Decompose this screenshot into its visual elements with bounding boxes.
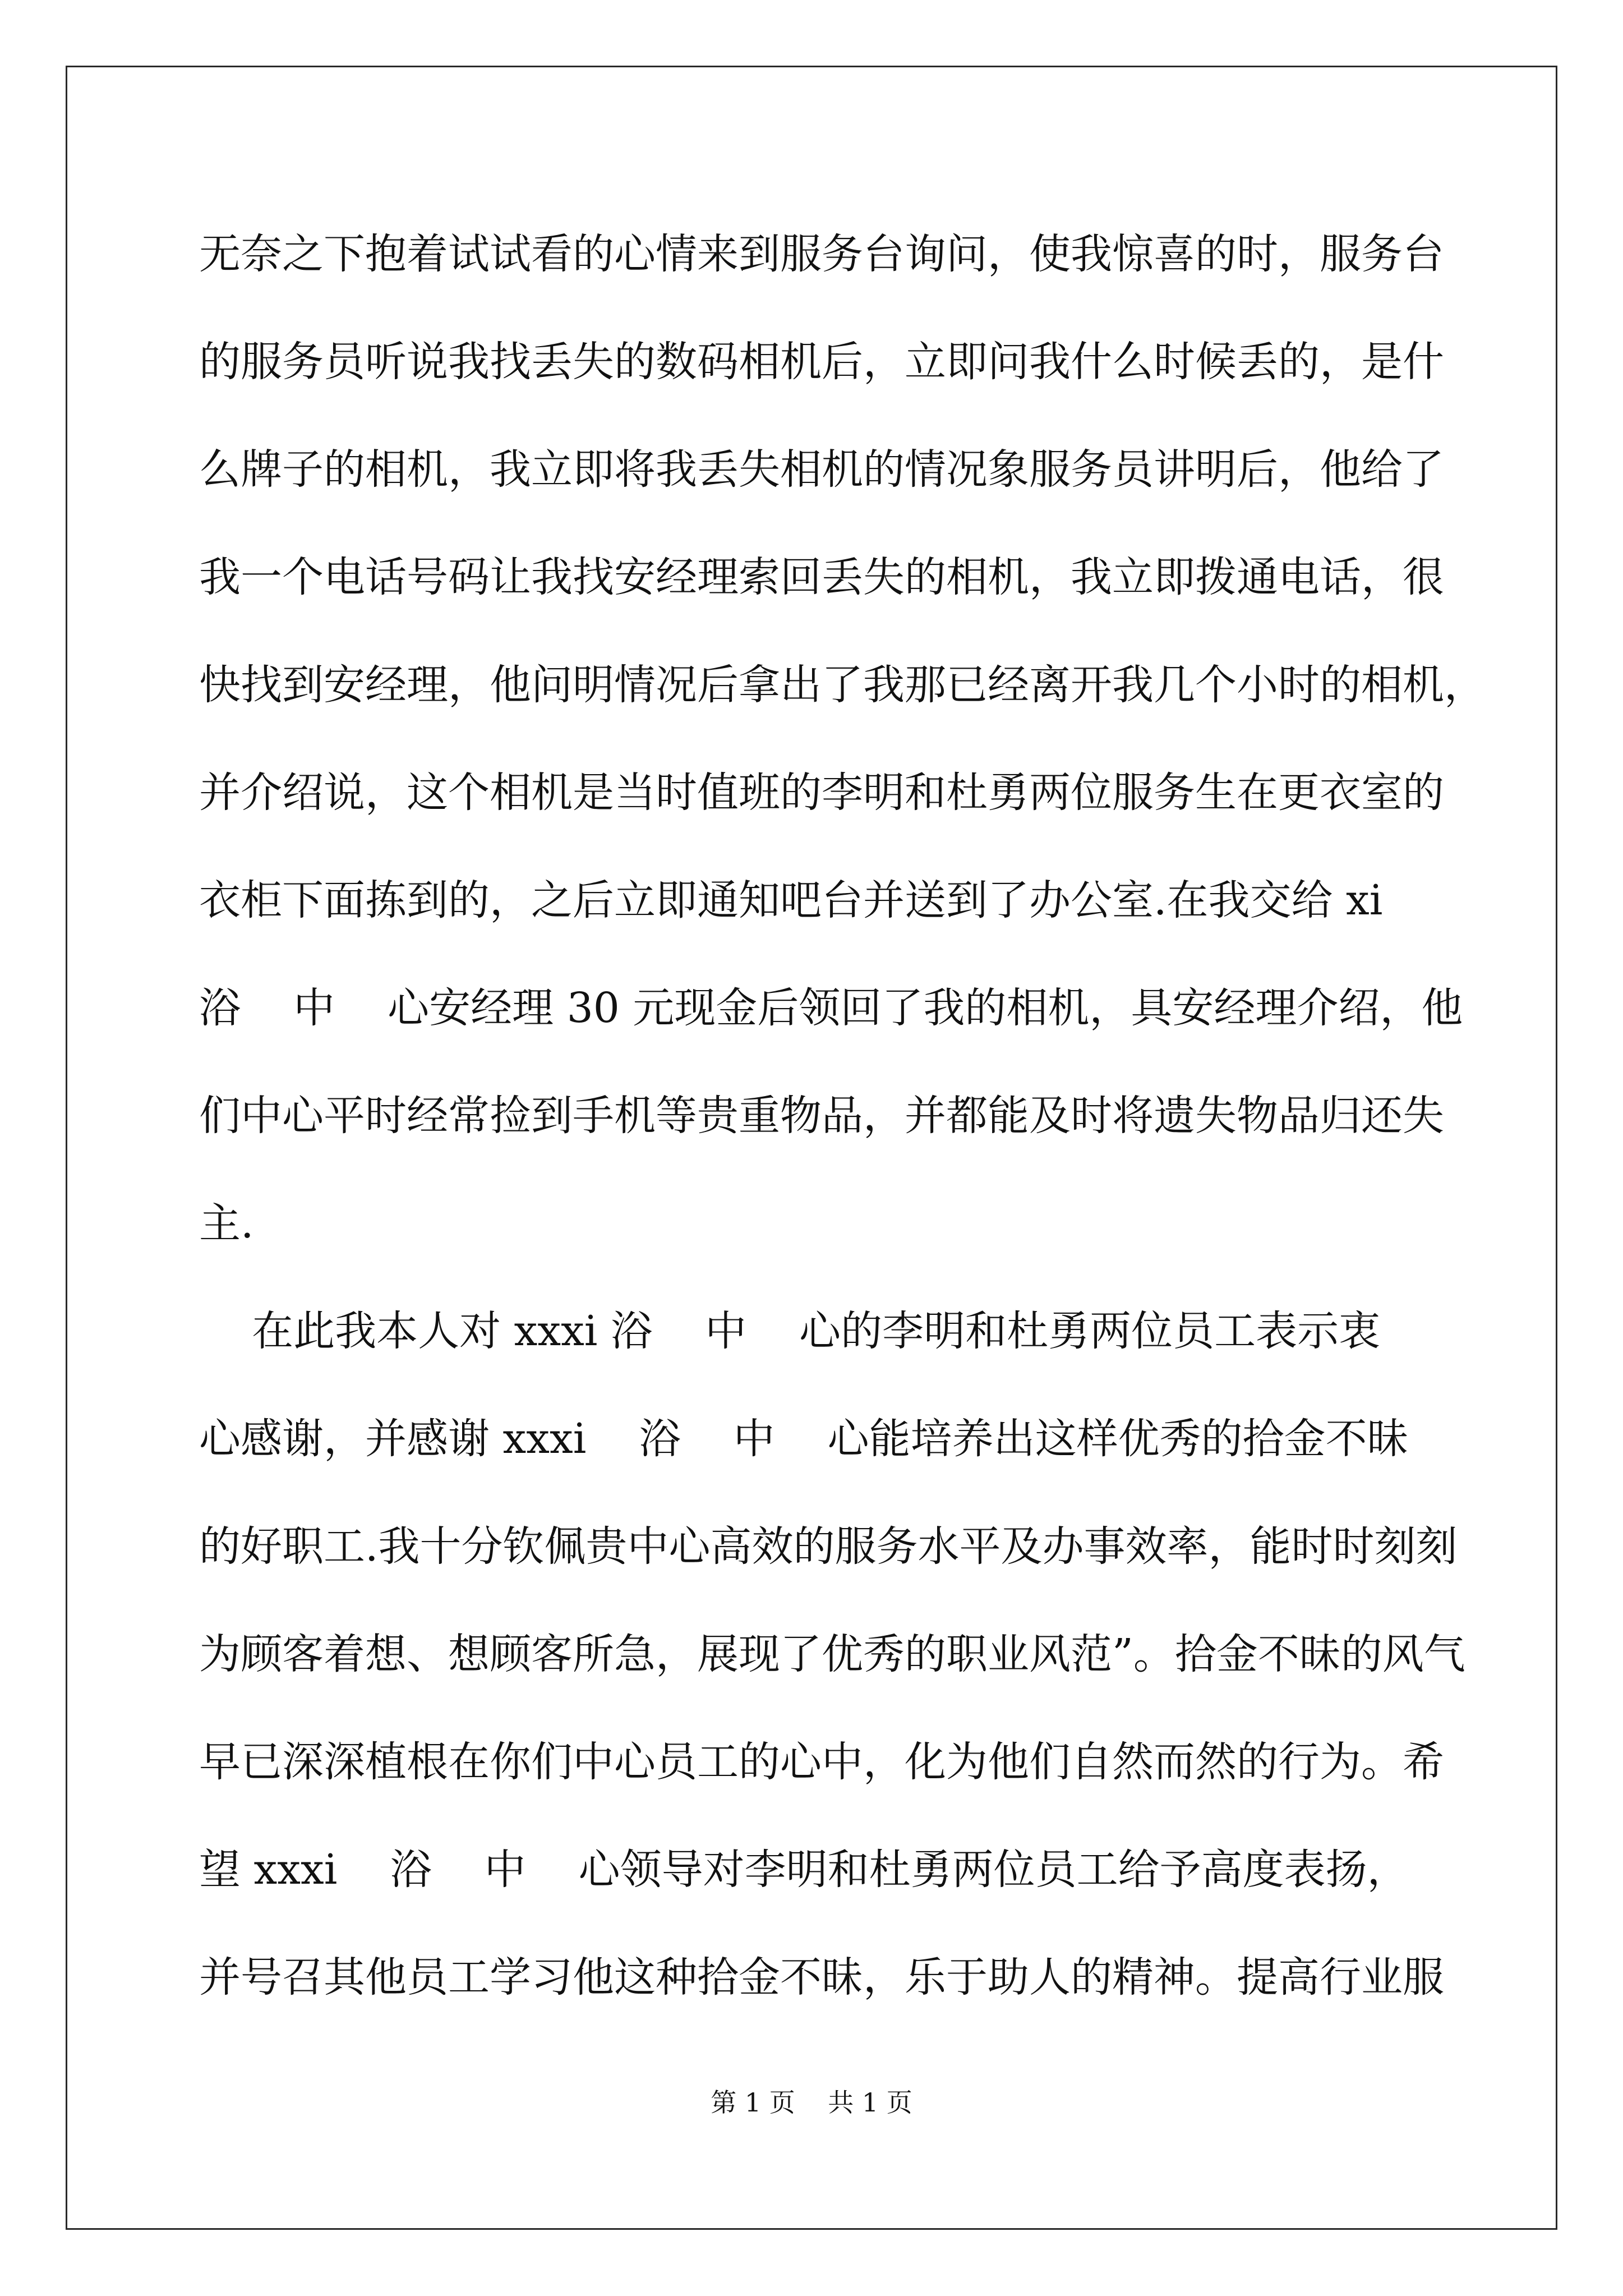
text-line: 为顾客着想、想顾客所急，展现了优秀的职业风范”。拾金不昧的风气 xyxy=(199,1630,1465,1678)
text-line: 浴 中 心安经理 30 元现金后领回了我的相机，具安经理介绍，他 xyxy=(199,984,1463,1032)
text-line: 的好职工.我十分钦佩贵中心高效的服务水平及办事效率，能时时刻刻 xyxy=(199,1522,1458,1571)
text-line: 并介绍说，这个相机是当时值班的李明和杜勇两位服务生在更衣室的 xyxy=(199,769,1444,817)
text-line: 衣柜下面拣到的，之后立即通知吧台并送到了办公室.在我交给 xi xyxy=(199,876,1383,924)
text-line: 快找到安经理，他问明情况后拿出了我那已经离开我几个小时的相机， xyxy=(199,661,1486,709)
text-line: 早已深深植根在你们中心员工的心中，化为他们自然而然的行为。希 xyxy=(199,1738,1444,1786)
text-line: 并号召其他员工学习他这种拾金不昧，乐于助人的精神。提高行业服 xyxy=(199,1953,1444,2001)
text-line: 么牌子的相机，我立即将我丢失相机的情况象服务员讲明后，他给了 xyxy=(199,445,1444,494)
text-line: 的服务员听说我找丢失的数码相机后，立即问我什么时候丢的，是什 xyxy=(199,338,1444,386)
text-line: 我一个电话号码让我找安经理索回丢失的相机，我立即拨通电话，很 xyxy=(199,553,1444,601)
text-line: 们中心平时经常捡到手机等贵重物品，并都能及时将遗失物品归还失 xyxy=(199,1092,1444,1140)
text-line: 望 xxxi 浴 中 心领导对李明和杜勇两位员工给予高度表扬， xyxy=(199,1846,1409,1894)
text-line: 在此我本人对 xxxi 浴 中 心的李明和杜勇两位员工表示衷 xyxy=(199,1307,1381,1355)
page-footer: 第 1 页 共 1 页 xyxy=(711,2087,912,2118)
text-line: 主. xyxy=(199,1199,254,1248)
text-line: 心感谢，并感谢 xxxi 浴 中 心能培养出这样优秀的拾金不昧 xyxy=(199,1415,1409,1463)
text-line: 无奈之下抱着试试看的心情来到服务台询问，使我惊喜的时，服务台 xyxy=(199,230,1444,278)
